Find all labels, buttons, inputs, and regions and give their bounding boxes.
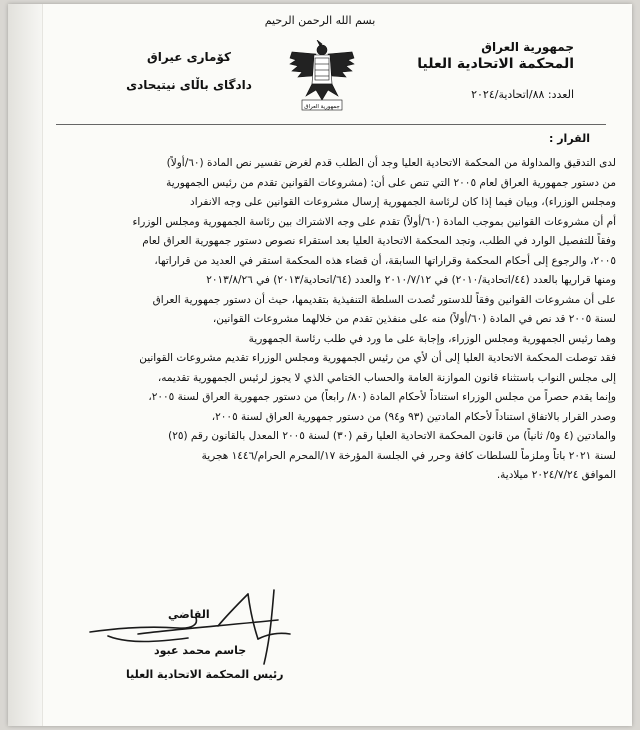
- basmala: بسم الله الرحمن الرحيم: [264, 14, 376, 27]
- judge-name: جاسم محمد عبود: [154, 644, 247, 657]
- body-line: الموافق ٢٠٢٤/٧/٢٤ ميلادية.: [496, 469, 616, 481]
- body-line: لدى التدقيق والمداولة من المحكمة الاتحادية العليا وجد أن الطلب قدم لغرض تفسير نص المادة (٦٠/أولاً): [166, 157, 616, 169]
- body-line: لسنة ٢٠٠٥ قد نص في المادة (٦٠/أولاً) منه على منفذين تقدم من خلالهما مشروعات القوانين،: [212, 313, 616, 325]
- emblem-caption: جمهورية العراق: [304, 104, 340, 110]
- decision-label: القرار :: [549, 132, 590, 145]
- body-line: أم أن مشروعات القوانين بموجب المادة (٦٠/أولاً) تقدم على وجه الاشتراك بين رئاسة الجمهورية ومجلس الوزراء: [132, 215, 616, 228]
- body-line: ومجلس الوزراء)، وبيان فيما إذا كان لرئاسة الجمهورية إرسال مشروعات القوانين على وجه الانفراد: [190, 196, 616, 208]
- page-binding-shadow: [8, 4, 43, 726]
- handwritten-signature: [78, 584, 328, 674]
- body-line: إلى مجلس النواب باستثناء قانون الموازنة العامة والحساب الختامي الذي لا يجوز لرئيس الجمهورية تقديمه،: [157, 371, 616, 384]
- country-name-arabic: جمهورية العراق: [481, 40, 574, 54]
- country-name-kurdish: کۆماری عیراق: [147, 50, 231, 64]
- body-line: وإنما يقدم حصراً من مجلس الوزراء استناداً لأحكام المادة (٨٠/ رابعاً) من دستور جمهورية العراق لسنة ٢٠٠٥،: [148, 391, 616, 403]
- header-left-block: [94, 50, 284, 92]
- document-page: [8, 4, 632, 726]
- header-divider: [56, 124, 606, 125]
- body-line: والمادتين (٤ و٥/ ثانياً) من قانون المحكمة الاتحادية العليا رقم (٣٠) لسنة ٢٠٠٥ المعدل بالقانون رقم (٢٥): [168, 430, 616, 442]
- judge-title: رئيس المحكمة الاتحادية العليا: [126, 668, 284, 681]
- body-line: وصدر القرار بالاتفاق استناداً لأحكام المادتين (٩٣ و٩٤) من دستور جمهورية العراق لسنة ٢٠٠٥،: [211, 410, 616, 423]
- body-line: وهما رئيس الجمهورية ومجلس الوزراء، وإجابة على ما ورد في طلب رئاسة الجمهورية: [248, 332, 616, 345]
- body-line: وفقاً للتفصيل الوارد في الطلب، وتجد المحكمة الاتحادية العليا بعد استقراء نصوص دستور جمهورية العراق لعام: [142, 235, 616, 247]
- header-right-block: [344, 40, 574, 101]
- decision-body: [68, 154, 616, 486]
- court-name-arabic: المحكمة الاتحادية العليا: [417, 56, 574, 72]
- eagle-emblem-icon: [286, 40, 358, 116]
- body-line: لسنة ٢٠٢١ باتاً وملزماً للسلطات كافة وحرر في الجلسة المؤرخة ١٧/المحرم الحرام/١٤٤٦ هجرية: [201, 449, 616, 462]
- body-line: فقد توصلت المحكمة الاتحادية العليا إلى أن لأي من رئيس الجمهورية ومجلس الوزراء تقديم مشروعات القوانين: [139, 352, 616, 364]
- body-line: ٢٠٠٥، والرجوع إلى أحكام المحكمة وقراراتها السابقة، أن قضاء هذه المحكمة استقر في العديد من قراراتها،: [154, 254, 616, 267]
- signature-label: القاضي: [168, 608, 210, 621]
- body-line: ومنها قراريها بالعدد (٤٤/اتحادية/٢٠١٠) في ٢٠١٠/٧/١٢ والعدد (٦٤/اتحادية/٢٠١٣) في ٢٠١٣/٨/٢٦: [206, 274, 616, 286]
- court-name-kurdish: دادگای باڵای نیتیحادی: [126, 78, 252, 92]
- body-line: على أن مشروعات القوانين وفقاً للدستور تُصدت السلطة التنفيذية بتقديمها، حيث أن دستور جمهورية العراق: [152, 293, 616, 306]
- body-line: من دستور جمهورية العراق لعام ٢٠٠٥ التي تنص على أن: (مشروعات القوانين تقدم من رئيس الجمهورية: [166, 176, 616, 189]
- document-number: العدد: ٨٨/اتحادية/٢٠٢٤: [471, 88, 574, 101]
